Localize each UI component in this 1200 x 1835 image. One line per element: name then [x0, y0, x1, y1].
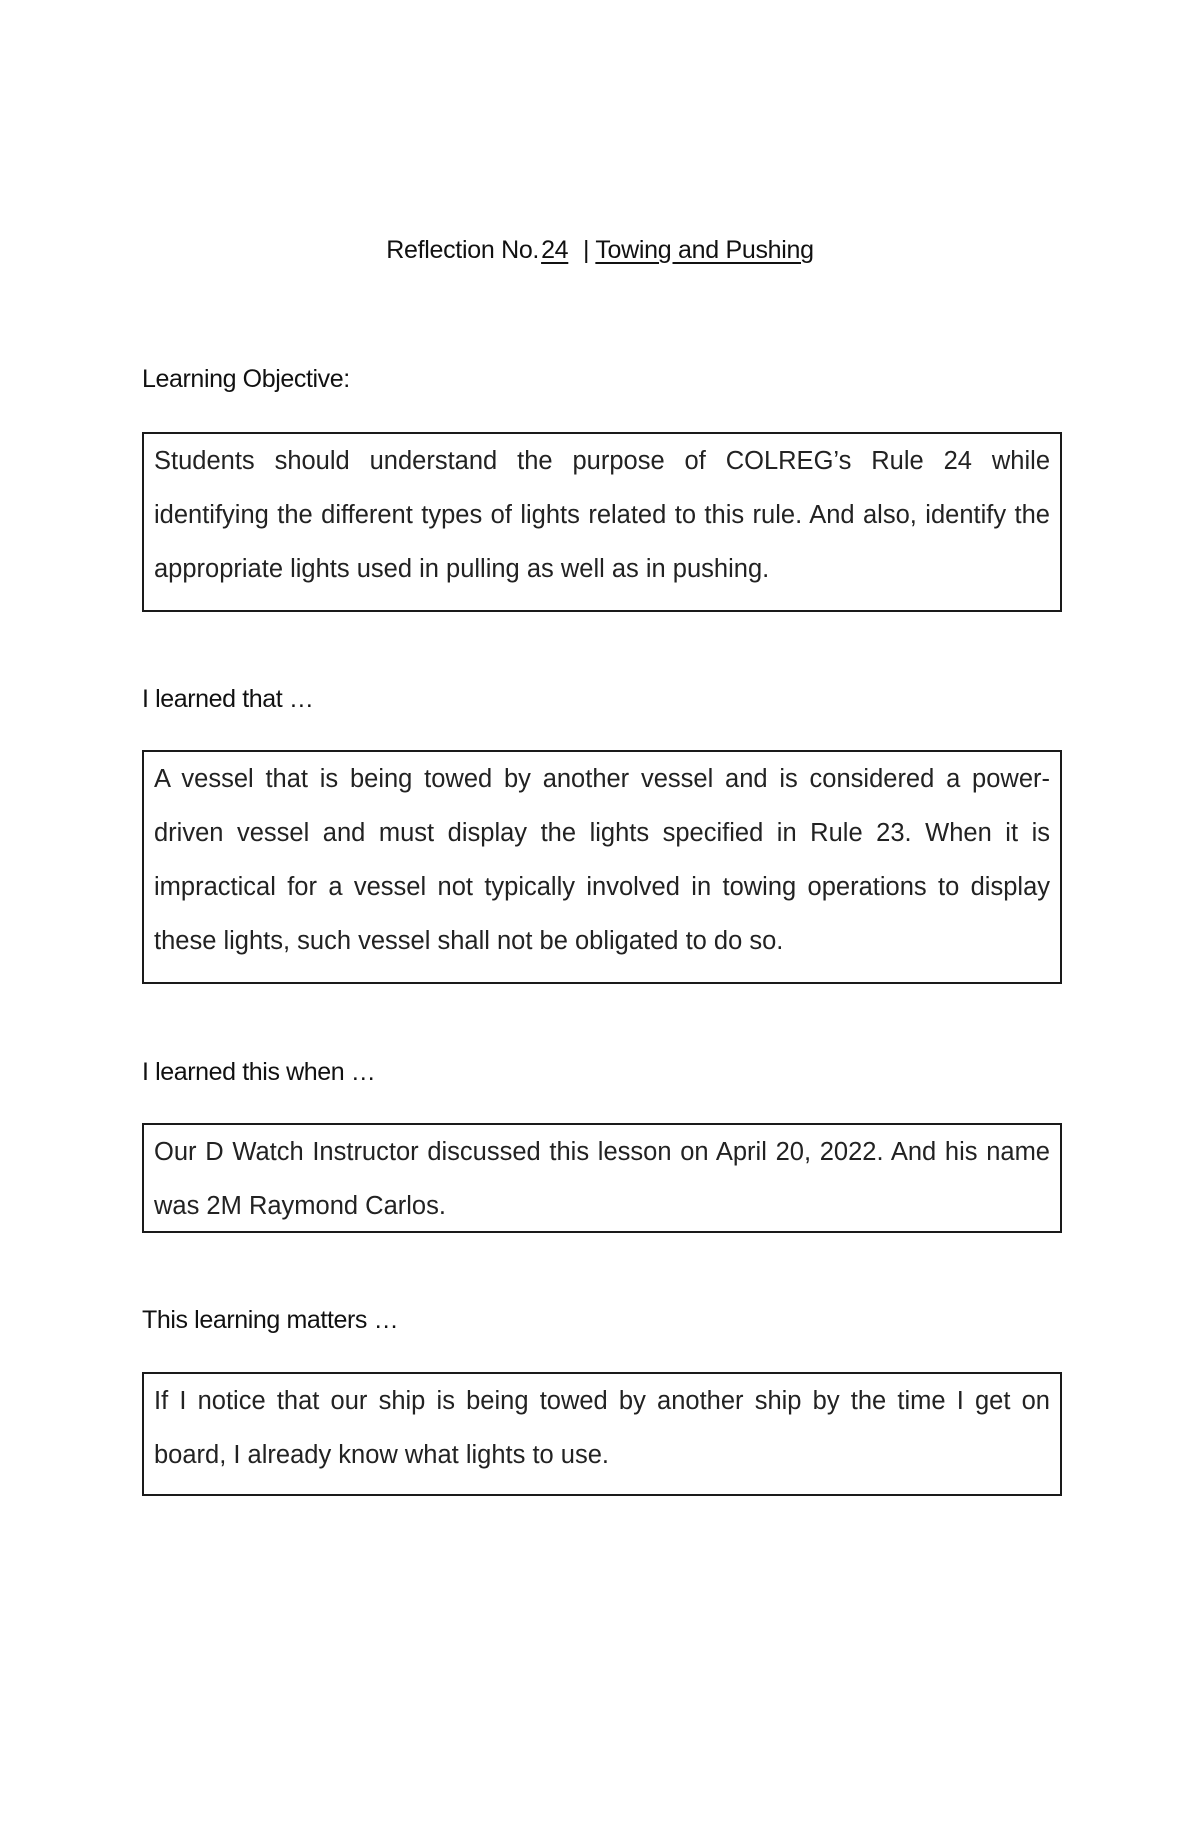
learning-matters-box [142, 1372, 1062, 1496]
reflection-number: 24 [541, 236, 569, 264]
reflection-title [0, 236, 1200, 265]
learning-objective-box [142, 432, 1062, 612]
learning-matters-heading: This learning matters … [142, 1306, 399, 1334]
learning-matters-text: If I notice that our ship is being towed by another ship by the time I get on board, I already know what lights to use. [154, 1387, 1050, 1469]
learning-objective-heading: Learning Objective: [142, 365, 350, 393]
learned-when-box [142, 1123, 1062, 1233]
learned-when-heading: I learned this when … [142, 1058, 376, 1086]
learned-that-heading: I learned that … [142, 685, 314, 713]
reflection-topic: Towing and Pushing [595, 236, 814, 264]
learned-that-box [142, 750, 1062, 984]
learning-objective-text: Students should understand the purpose of COLREG’s Rule 24 while identifying the different types of lights related to this rule. And also, identify the appropriate lights used in pulling as well as in pushing. [154, 447, 1050, 583]
learned-that-text: A vessel that is being towed by another vessel and is considered a power-driven vessel and must display the lights specified in Rule 23. When it is impractical for a vessel not typically involved in towing operations to display these lights, such vessel shall not be obligated to do so. [154, 765, 1050, 955]
title-separator: | [582, 236, 590, 264]
title-prefix: Reflection No. [386, 236, 540, 264]
learned-when-text: Our D Watch Instructor discussed this lesson on April 20, 2022. And his name was 2M Raymond Carlos. [154, 1138, 1050, 1220]
